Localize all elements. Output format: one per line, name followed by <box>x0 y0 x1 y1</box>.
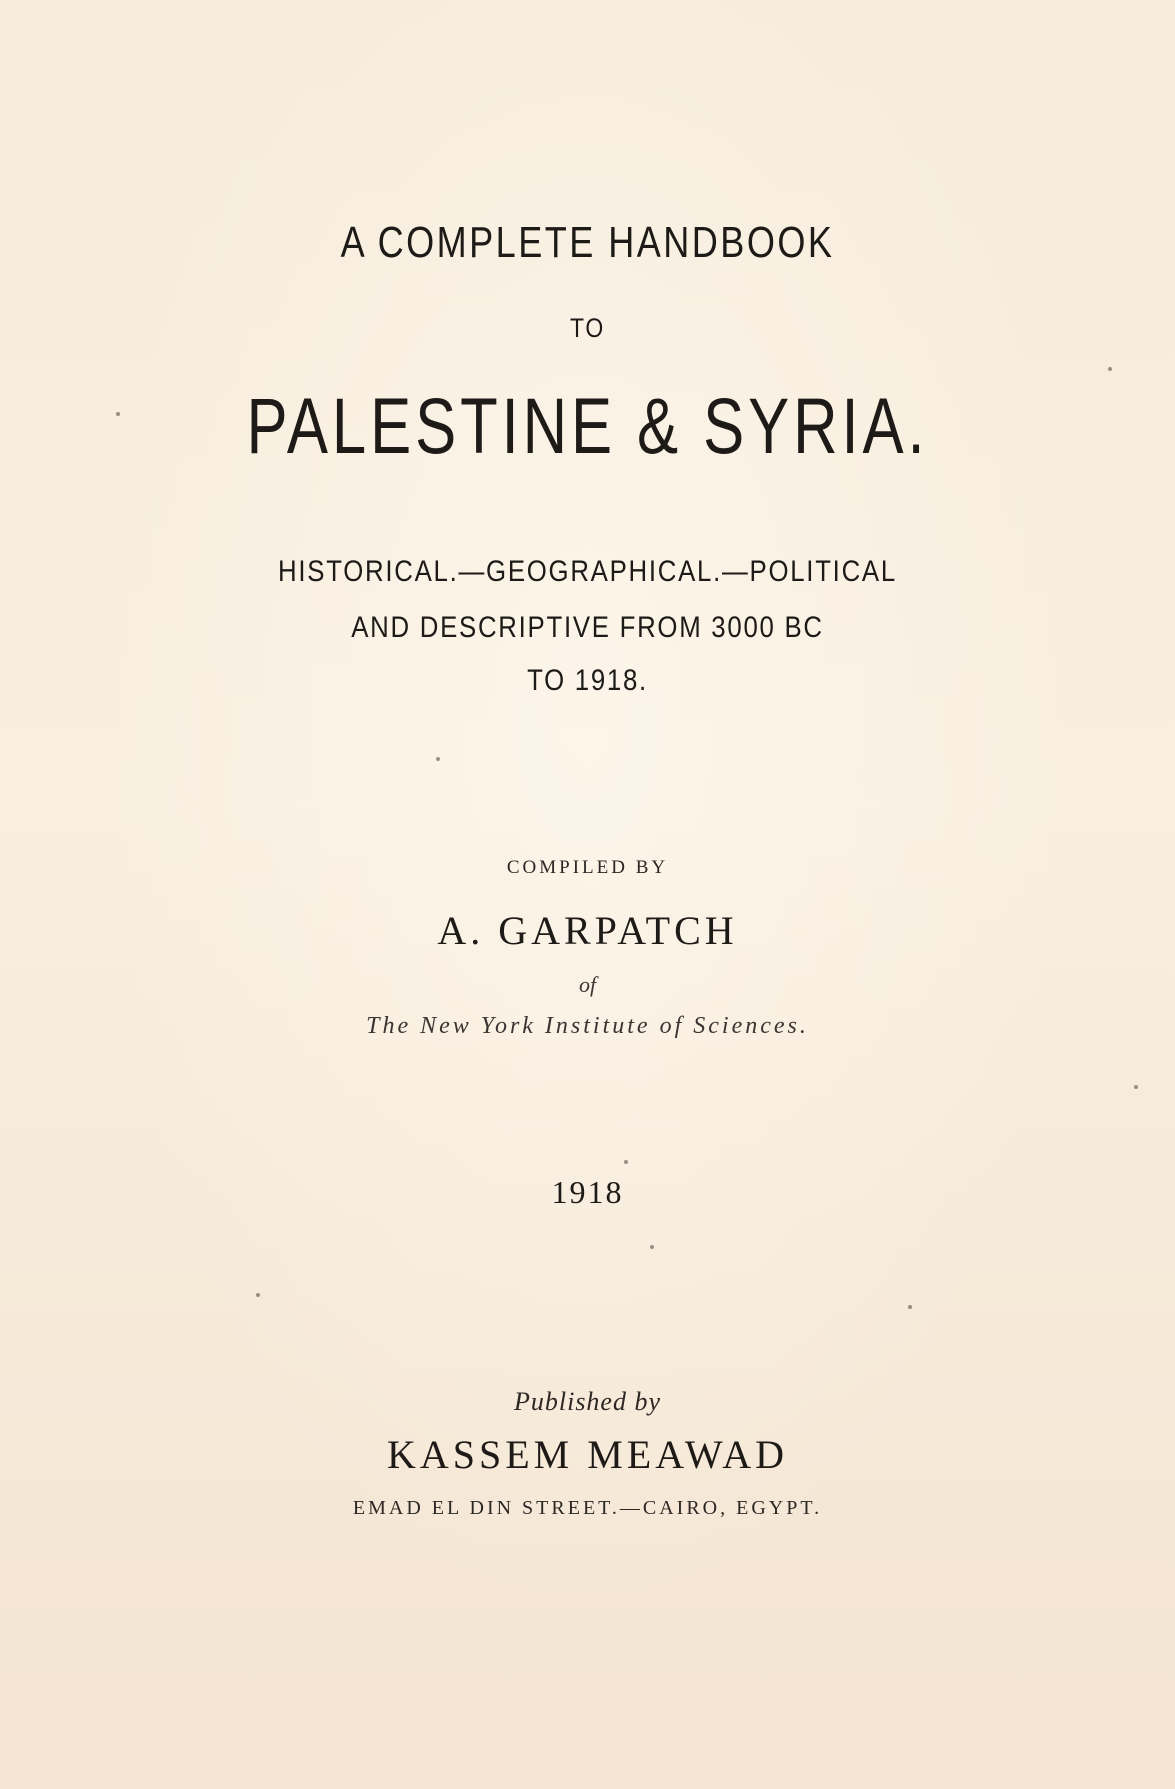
compiled-by-label: COMPILED BY <box>506 857 669 878</box>
publication-year: 1918 <box>551 1174 624 1210</box>
author-name: A. GARPATCH <box>437 908 738 953</box>
paper-speck <box>908 1305 912 1309</box>
paper-speck <box>256 1293 260 1297</box>
subtitle-line-3: TO 1918. <box>527 664 648 697</box>
paper-speck <box>436 757 440 761</box>
author-of-label: of <box>578 972 597 997</box>
main-title: PALESTINE & SYRIA. <box>246 381 929 470</box>
paper-speck <box>1108 367 1112 371</box>
publisher-address: EMAD EL DIN STREET.—CAIRO, EGYPT. <box>352 1497 823 1519</box>
paper-speck <box>1134 1085 1138 1089</box>
author-affiliation: The New York Institute of Sciences. <box>366 1013 809 1039</box>
paper-speck <box>650 1245 654 1249</box>
subtitle-line-2: AND DESCRIPTIVE FROM 3000 BC <box>351 611 824 644</box>
paper-speck <box>116 412 120 416</box>
title-line-1: A COMPLETE HANDBOOK <box>340 218 835 267</box>
title-line-2: TO <box>570 313 605 343</box>
paper-speck <box>624 1160 628 1164</box>
publisher-name: KASSEM MEAWAD <box>386 1432 789 1477</box>
subtitle-line-1: HISTORICAL.—GEOGRAPHICAL.—POLITICAL <box>278 555 897 588</box>
published-by-label: Published by <box>513 1387 662 1416</box>
